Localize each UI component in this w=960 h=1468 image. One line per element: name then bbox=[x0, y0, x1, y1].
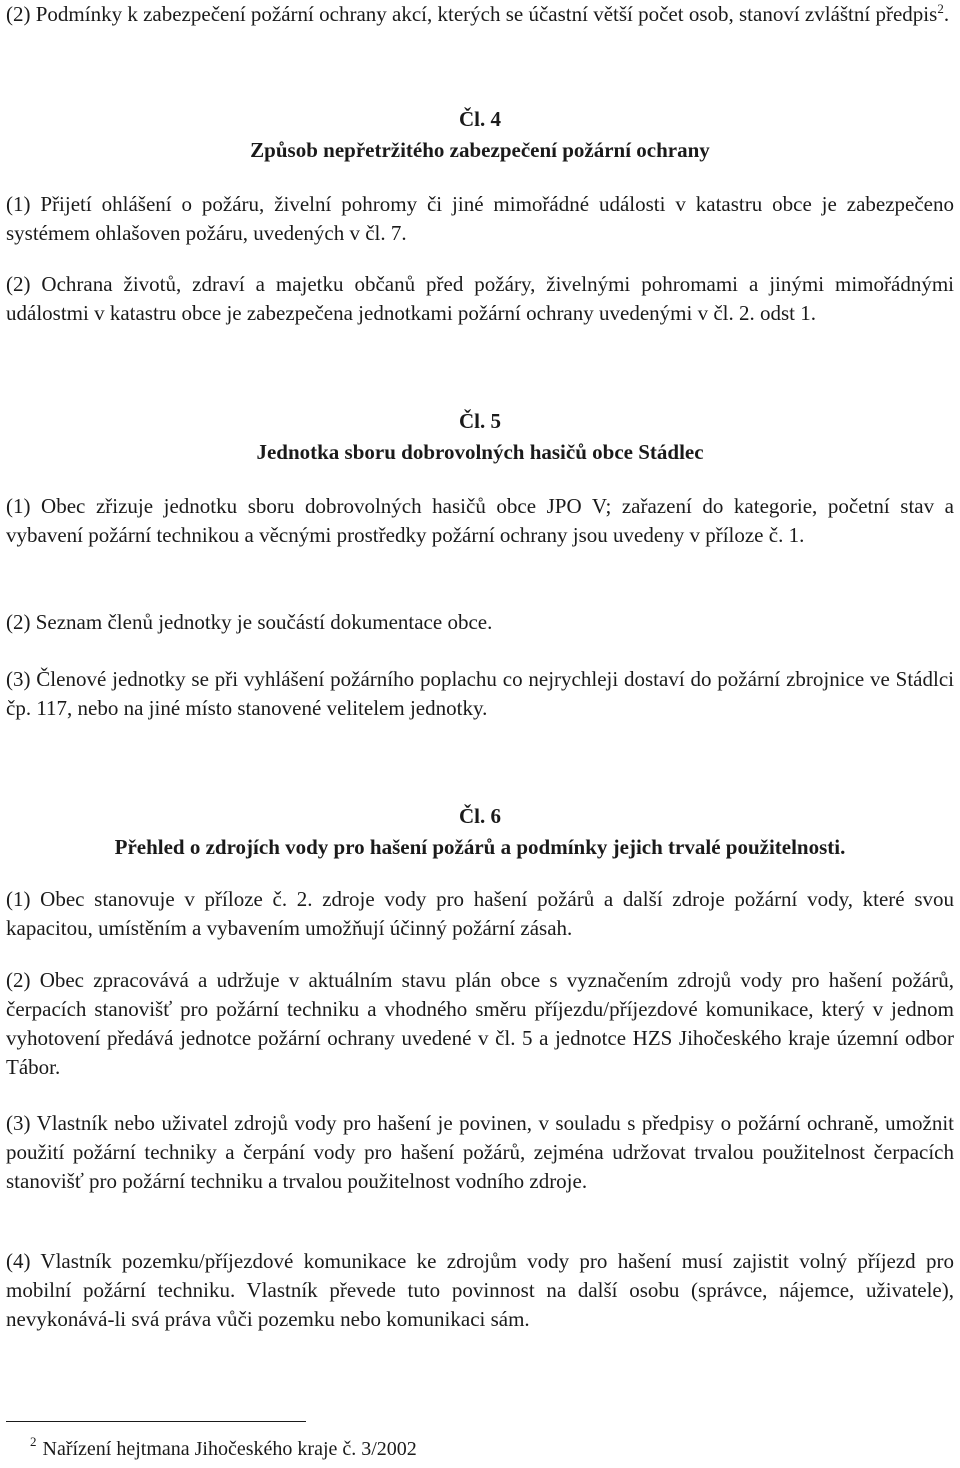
article-5-title: Jednotka sboru dobrovolných hasičů obce Stádlec bbox=[256, 440, 704, 464]
article-6-paragraph-4: (4) Vlastník pozemku/příjezdové komunikace ke zdrojům vody pro hašení musí zajistit volný příjezd pro mobilní požární techniku. Vlastník převede tuto povinnost na další osobu (správce, nájemce, uživatele), nevykonává-li svá práva vůči pozemku nebo komunikaci sám. bbox=[6, 1249, 954, 1331]
article-5-paragraph-2: (2) Seznam členů jednotky je součástí dokumentace obce. bbox=[6, 610, 493, 634]
intro-paragraph-2-text: (2) Podmínky k zabezpečení požární ochrany akcí, kterých se účastní větší počet osob, stanoví zvláštní předpis bbox=[6, 2, 938, 26]
footnote bbox=[30, 1436, 417, 1462]
footnote-reference[interactable]: 2 bbox=[937, 1, 944, 16]
article-4-paragraph-1: (1) Přijetí ohlášení o požáru, živelní pohromy či jiné mimořádné události v katastru obce je zabezpečeno systémem ohlašoven požáru, uvedených v čl. 7. bbox=[6, 192, 954, 245]
article-4-paragraph-2: (2) Ochrana životů, zdraví a majetku občanů před požáry, živelnými pohromami a jinými mimořádnými událostmi v katastru obce je zabezpečena jednotkami požární ochrany uvedenými v čl. 2. odst 1. bbox=[6, 272, 954, 325]
article-5-paragraph-1: (1) Obec zřizuje jednotku sboru dobrovolných hasičů obce JPO V; zařazení do kategorie, početní stav a vybavení požární technikou a věcnými prostředky požární ochrany jsou uvedeny v příloze č. 1. bbox=[6, 494, 954, 547]
footnote-divider bbox=[6, 1421, 306, 1422]
article-5-number: Čl. 5 bbox=[459, 409, 501, 433]
article-4-number: Čl. 4 bbox=[459, 107, 501, 131]
article-5-paragraph-3: (3) Členové jednotky se při vyhlášení požárního poplachu co nejrychleji dostaví do požární zbrojnice ve Stádlci čp. 117, nebo na jiné místo stanovené velitelem jednotky. bbox=[6, 667, 954, 720]
article-6-paragraph-3: (3) Vlastník nebo uživatel zdrojů vody pro hašení je povinen, v souladu s předpisy o požární ochraně, umožnit použití požární techniky a čerpání vody pro hašení požárů, zejména udržovat trvalou použitelnost čerpacích stanovišť pro požární techniku a trvalou použitelnost vodního zdroje. bbox=[6, 1111, 954, 1193]
footnote-text: Nařízení hejtmana Jihočeského kraje č. 3/2002 bbox=[42, 1438, 417, 1460]
intro-paragraph-2 bbox=[6, 0, 954, 29]
article-6-paragraph-2: (2) Obec zpracovává a udržuje v aktuálním stavu plán obce s vyznačením zdrojů vody pro hašení požárů, čerpacích stanovišť pro požární techniku a vhodného směru příjezdu/příjezdové komunikace, který v jednom vyhotovení předává jednotce požární ochrany uvedené v čl. 5 a jednotce HZS Jihočeského kraje územní odbor Tábor. bbox=[6, 968, 954, 1079]
footnote-marker: 2 bbox=[30, 1434, 37, 1449]
article-6-paragraph-1: (1) Obec stanovuje v příloze č. 2. zdroje vody pro hašení požárů a další zdroje požární vody, které svou kapacitou, umístěním a vybavením umožňují účinný požární zásah. bbox=[6, 887, 954, 940]
article-4-title: Způsob nepřetržitého zabezpečení požární ochrany bbox=[250, 138, 710, 162]
article-6-title: Přehled o zdrojích vody pro hašení požárů a podmínky jejich trvalé použitelnosti. bbox=[114, 835, 846, 859]
article-6-number: Čl. 6 bbox=[459, 804, 501, 828]
intro-paragraph-2-end: . bbox=[943, 2, 950, 26]
